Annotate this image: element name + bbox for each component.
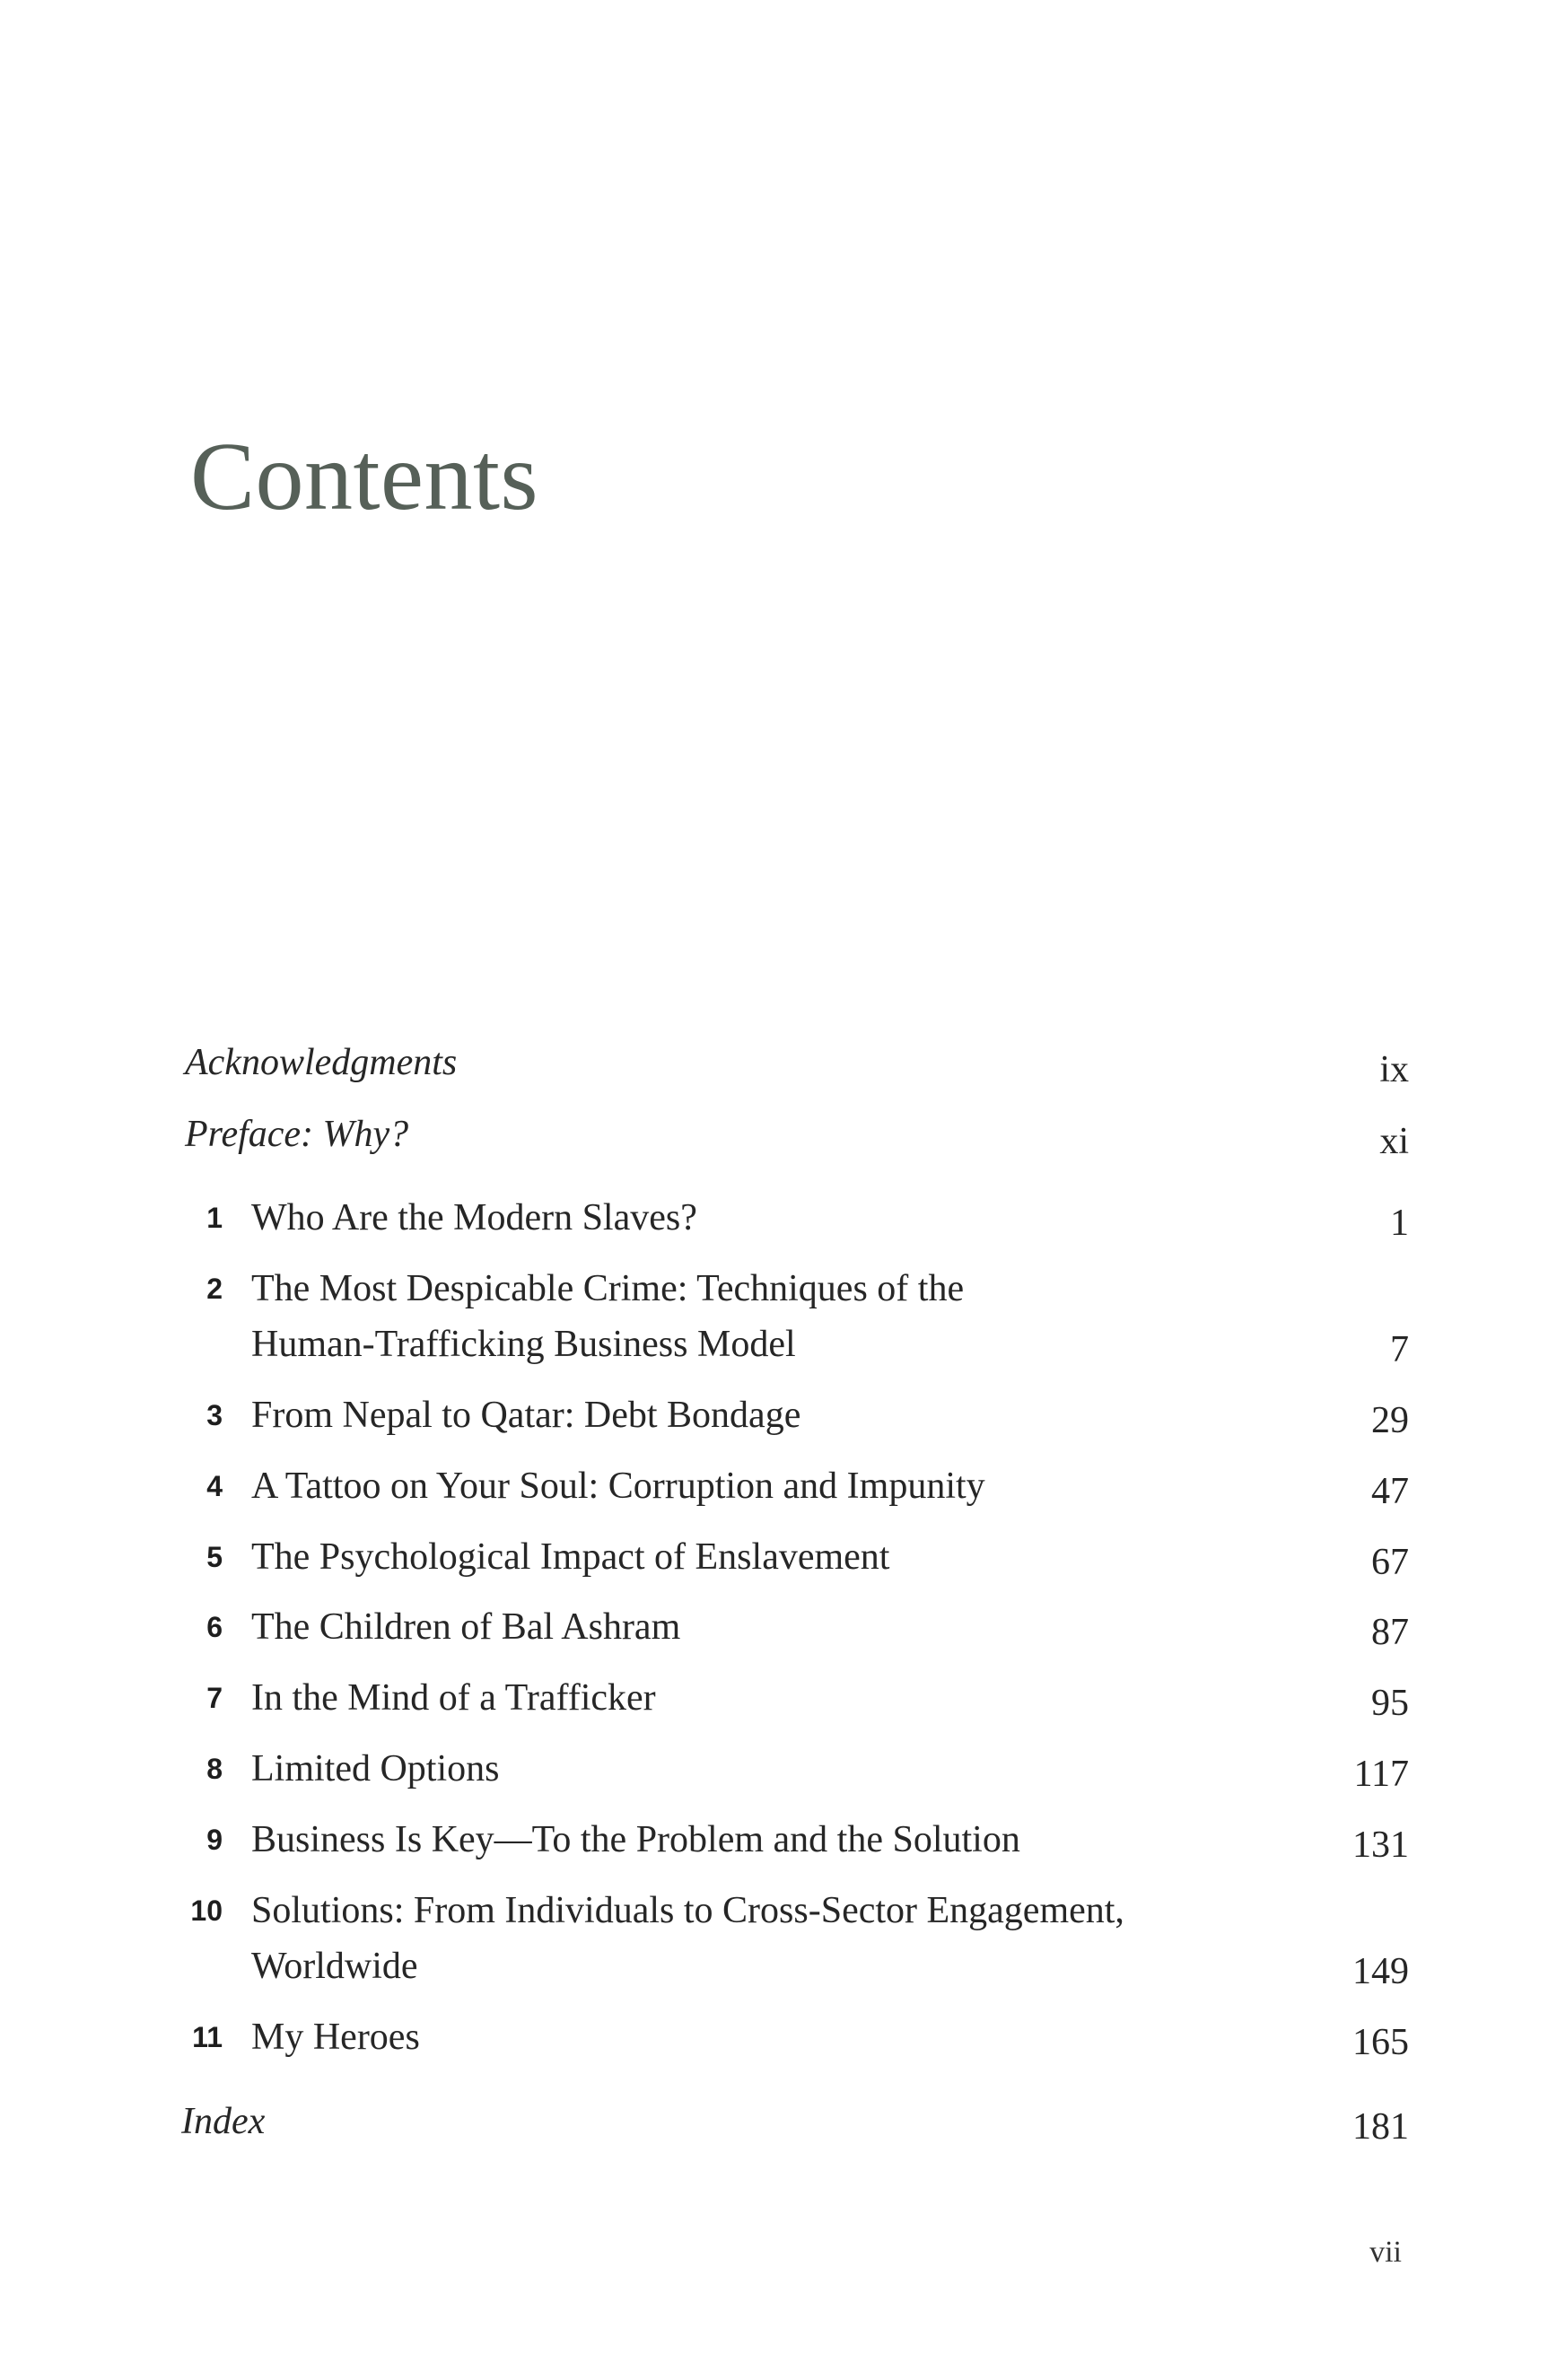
toc-page-number: 7 <box>1390 1329 1409 1370</box>
toc-page-number: ix <box>1379 1049 1409 1090</box>
toc-entry-label: Index <box>181 2101 266 2142</box>
toc-entry-label: Acknowledgments <box>185 1042 458 1083</box>
chapter-title: The Children of Bal Ashram <box>251 1606 681 1648</box>
toc-page-number: 165 <box>1352 2022 1409 2063</box>
chapter-number: 7 <box>206 1682 223 1714</box>
chapter-number: 8 <box>206 1753 223 1785</box>
page-folio: vii <box>1369 2236 1402 2269</box>
toc-page-number: 181 <box>1352 2106 1409 2148</box>
toc-entry-label: Preface: Why? <box>185 1114 409 1155</box>
chapter-title: Business Is Key—To the Problem and the Solution <box>251 1819 1020 1860</box>
chapter-title: Who Are the Modern Slaves? <box>251 1197 697 1238</box>
chapter-number: 10 <box>190 1894 223 1927</box>
chapter-title: The Most Despicable Crime: Techniques of the Human-Trafficking Business Model <box>251 1268 965 1365</box>
toc-page-number: 87 <box>1371 1612 1409 1653</box>
page-title: Contents <box>190 424 539 530</box>
chapter-number: 11 <box>192 2021 223 2053</box>
chapter-title: In the Mind of a Trafficker <box>251 1677 656 1719</box>
toc-page-number: 29 <box>1371 1400 1409 1441</box>
chapter-number: 1 <box>206 1202 223 1234</box>
chapter-title: From Nepal to Qatar: Debt Bondage <box>251 1395 801 1436</box>
toc-page-number: 47 <box>1371 1471 1409 1512</box>
chapter-number: 5 <box>206 1541 223 1573</box>
toc-page-number: 131 <box>1352 1824 1409 1866</box>
chapter-number: 2 <box>206 1273 223 1305</box>
chapter-title: A Tattoo on Your Soul: Corruption and Impunity <box>251 1466 985 1507</box>
toc-page-number: xi <box>1379 1121 1409 1162</box>
toc-page-number: 67 <box>1371 1542 1409 1583</box>
chapter-number: 9 <box>206 1824 223 1856</box>
chapter-title: The Psychological Impact of Enslavement <box>251 1536 890 1578</box>
toc-page-number: 95 <box>1371 1683 1409 1724</box>
chapter-number: 4 <box>206 1470 223 1502</box>
toc-page-number: 149 <box>1352 1951 1409 1992</box>
chapter-number: 3 <box>206 1399 223 1431</box>
chapter-number: 6 <box>206 1611 223 1643</box>
toc-page-number: 117 <box>1353 1754 1409 1795</box>
chapter-title: Solutions: From Individuals to Cross-Sector Engagement, Worldwide <box>251 1890 1124 1987</box>
chapter-title: My Heroes <box>251 2017 420 2058</box>
toc-page-number: 1 <box>1390 1203 1409 1244</box>
chapter-title: Limited Options <box>251 1748 500 1789</box>
